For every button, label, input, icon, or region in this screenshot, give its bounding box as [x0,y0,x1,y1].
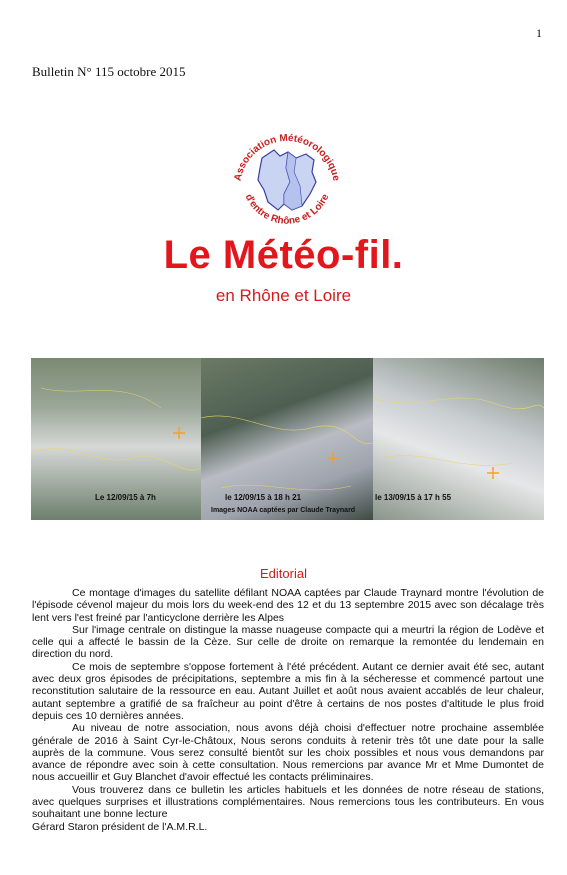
newsletter-title: Le Météo-fil. [163,233,404,277]
rhone-loire-map-icon [258,150,316,210]
location-marker-icon [327,452,339,464]
editorial-paragraph: Ce mois de septembre s'oppose fortement à l'été précédent. Autant ce dernier avait été sec, autant avec deux gros épisodes de précipitations, septembre a mis fin à la sécheresse et commencé partout une reconstitution salutaire de la ressource en eau. Autant Juillet et août nous avaient accablés de leur chaleur, autant septembre a gratifié de sa fraîcheur au point d'être à certains de nos postes d'altitude le plus froid depuis ces 10 dernières années. [32,660,544,722]
logo-top-text: Association Météorologique [232,132,342,182]
satellite-caption-2: le 12/09/15 à 18 h 21 [225,493,302,502]
satellite-image-1 [31,358,201,520]
editorial-paragraph: Sur l'image centrale on distingue la masse nuageuse compacte qui a meurtri la région de Lodève et celle qui a affecté le bassin de la Cèze. Sur celle de droite on remarque la remontée du lendemain en direction du nord. [32,623,544,661]
bulletin-issue-line: Bulletin N° 115 octobre 2015 [32,64,186,79]
editorial-paragraph: Ce montage d'images du satellite défilant NOAA captées par Claude Traynard montre l'évolution de l'épisode cévenol majeur du mois lors du week-end des 12 et du 13 septembre 2015 avec son décalage très lent vers l'est freiné par l'anticyclone derrière les Alpes [32,587,544,624]
editorial-heading: Editorial [260,566,307,581]
location-marker-icon [173,427,185,439]
association-logo [222,120,352,240]
editorial-paragraph: Au niveau de notre association, nous avons déjà choisi d'effectuer notre prochaine assemblée générale de 2016 à Saint Cyr-le-Châtoux, Nous serons conduits à retenir très tôt une date pour la salle auprès de la commune. Vous serez consulté bientôt sur les choix possibles et nous vous demandons par avance de répondre avec soin à cette consultation. Nous remercions par avance Mr et Mme Dumontet de nous accueillir et Guy Blanchet d'avoir effectué les contacts préliminaires. [32,722,544,784]
newsletter-subtitle: en Rhône et Loire [215,286,352,305]
image-credit: Images NOAA captées par Claude Traynard [211,507,356,514]
satellite-caption-3: le 13/09/15 à 17 h 55 [375,493,452,502]
location-marker-icon [487,467,499,479]
satellite-image-2 [201,358,373,520]
logo-bottom-text: d'entre Rhône et Loire [242,192,332,227]
editorial-paragraph: Vous trouverez dans ce bulletin les articles habituels et les données de notre réseau de stations, avec quelques surprises et illustrations complémentaires. Nous remercions tous les contributeurs. En vous souhaitant une bonne lecture [32,783,544,821]
editorial-body [32,587,544,833]
satellite-caption-1: Le 12/09/15 à 7h [95,493,156,502]
editorial-signature: Gérard Staron président de l'A.M.R.L. [32,820,208,833]
satellite-image-3 [373,358,544,520]
page-number: 1 [536,26,542,40]
satellite-image-strip [31,358,544,520]
